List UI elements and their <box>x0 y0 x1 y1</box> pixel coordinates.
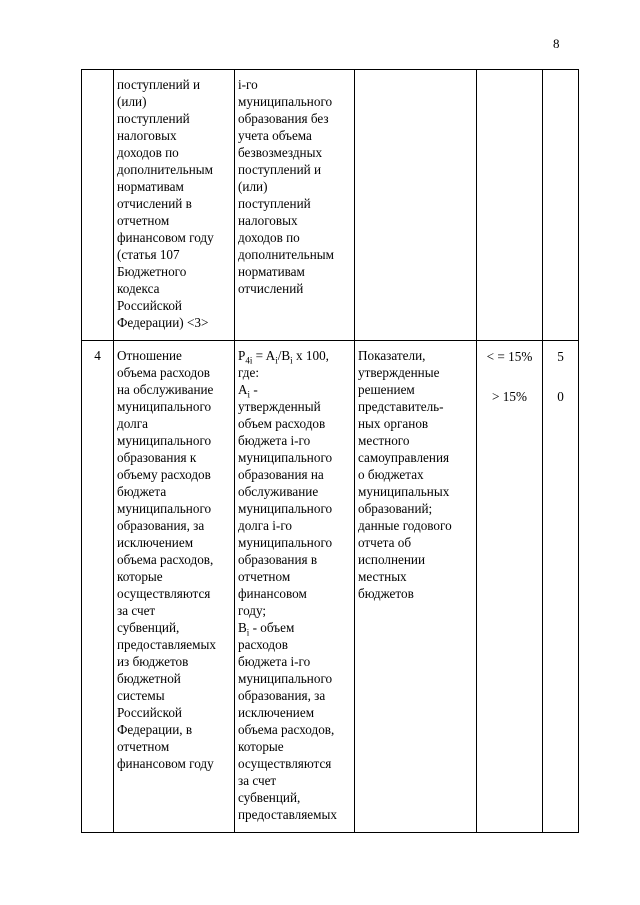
criteria-cell <box>477 70 543 341</box>
formula-where: где: <box>238 365 259 380</box>
formula-b-definition: расходов бюджета i-го муниципального образования, за исключением объема расходов, которые осуществляются за счет субвенций, предоставляемых <box>238 637 337 822</box>
page-number: 8 <box>553 36 560 51</box>
formula-b-def-head: $B_i$ - объем <box>238 620 295 638</box>
points-cell <box>543 70 579 341</box>
indicators-table <box>81 69 579 833</box>
row-number-cell <box>82 70 114 341</box>
formula-cell: i-го муниципального образования без учета объема безвозмездных поступлений и (или) поступлений налоговых доходов по дополнительным нормативам отчислений <box>235 70 355 341</box>
source-cell <box>355 70 477 341</box>
formula-cell <box>235 341 355 833</box>
indicator-name-cell: поступлений и (или) поступлений налоговых доходов по дополнительным нормативам отчислений в отчетном финансовом году (статья 107 Бюджетного кодекса Российской Федерации) <3> <box>114 70 235 341</box>
table-row <box>82 341 579 833</box>
points-cell: 5 0 <box>543 341 579 833</box>
indicator-name-cell: Отношение объема расходов на обслуживание муниципального долга муниципального образования к объему расходов бюджета муниципального образования, за исключением объема расходов, которые осуществляются за счет субвенций, предоставляемых из бюджетов бюджетной системы Российской Федерации, в отчетном финансовом году <box>114 341 235 833</box>
criteria-cell: < = 15% > 15% <box>477 341 543 833</box>
formula-a-def-head: $A_i$ - <box>238 382 258 400</box>
source-cell: Показатели, утвержденные решением представитель- ных органов местного самоуправления о бюджетах муниципальных образований; данные годового отчета об исполнении местных бюджетов <box>355 341 477 833</box>
formula-line: $P_{4i} = A_i/B_i$ x 100, <box>238 348 329 366</box>
row-number-cell: 4 <box>82 341 114 833</box>
formula-a-definition: утвержденный объем расходов бюджета i-го муниципального образования на обслуживание муниципального долга i-го муниципального образования в отчетном финансовом году; <box>238 399 333 618</box>
table-row <box>82 70 579 341</box>
